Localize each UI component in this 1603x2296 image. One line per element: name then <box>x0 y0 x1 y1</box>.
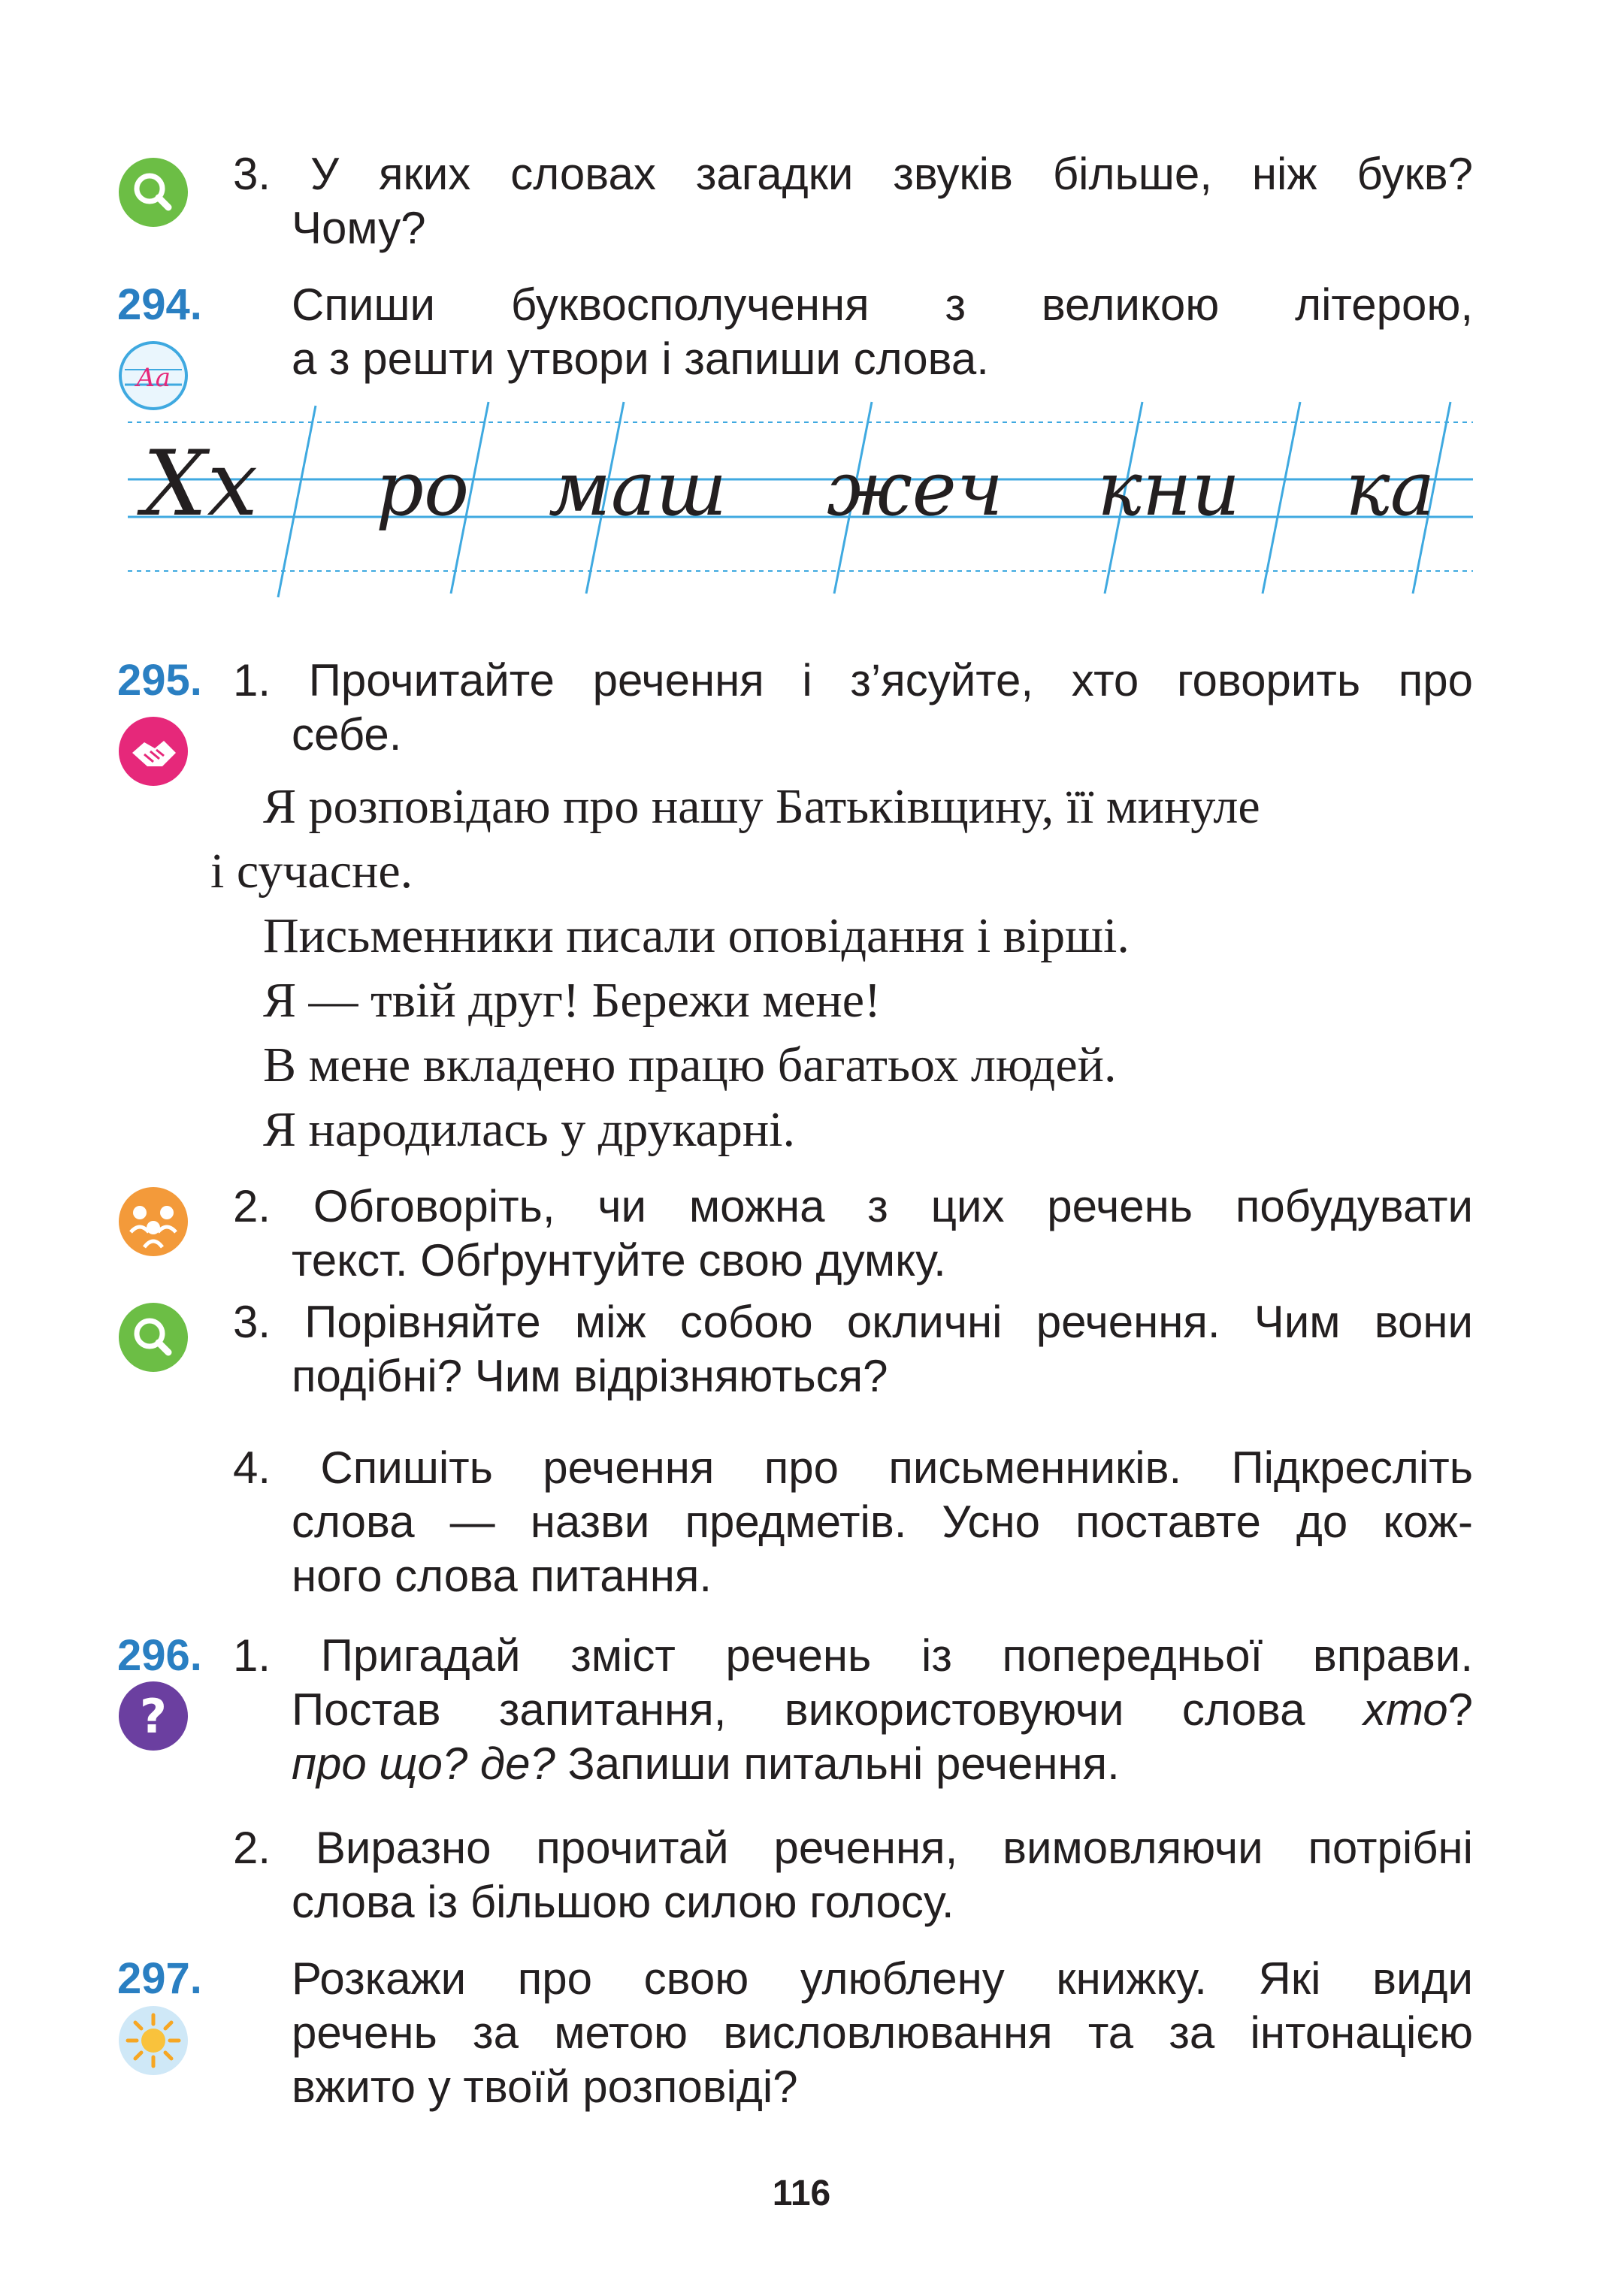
write-questions-text: Запиши питальні речення. <box>555 1739 1120 1789</box>
cursive-item-3: маш <box>549 445 727 533</box>
exercise-295-item-4-line-2: слова — назви предметів. Усно поставте до кож- <box>292 1497 1473 1547</box>
exercise-295-item-3-line-2: подібні? Чим відрізняються? <box>292 1351 888 1401</box>
svg-text:?: ? <box>140 1689 167 1744</box>
magnifier-icon <box>117 156 189 228</box>
exercise-296-item-1-line-3 <box>292 1737 1120 1791</box>
question-3-line-1: 3. У яких словах загадки звуків більше, ніж букв? <box>233 149 1473 199</box>
exercise-295-item-1-line-1: 1. Прочитайте речення і з’ясуйте, хто говорить про <box>233 655 1473 705</box>
sentence-5: Я народилась у друкарні. <box>263 1102 795 1157</box>
cursive-item-1: Хх <box>143 432 259 536</box>
page-number: 116 <box>772 2174 831 2213</box>
exercise-297-line-3: вжито у твоїй розповіді? <box>292 2062 798 2112</box>
svg-text:Аа: Аа <box>135 363 171 393</box>
cursive-item-2: ро <box>376 445 470 533</box>
question-words-italic: про що? де? <box>292 1739 555 1789</box>
question-words-text: Постав запитання, використовуючи слова <box>292 1684 1363 1735</box>
exercise-295-item-4-line-3: ного слова питання. <box>292 1551 712 1601</box>
exercise-295-item-4-line-1: 4. Спишіть речення про письменників. Підкресліть <box>233 1443 1473 1493</box>
exercise-295-item-2-line-1: 2. Обговоріть, чи можна з цих речень побудувати <box>233 1181 1473 1231</box>
sentence-1-line-2: і сучасне. <box>210 844 413 899</box>
cursive-item-5: кни <box>1097 445 1240 533</box>
sun-icon <box>117 2004 189 2077</box>
handwriting-sample <box>128 391 1473 616</box>
exercise-296-item-1-line-2 <box>292 1683 1473 1737</box>
question-icon <box>117 1680 189 1752</box>
question-mark: ? <box>1447 1684 1473 1735</box>
exercise-296-item-1-line-1: 1. Пригадай зміст речень із попередньої вправи. <box>233 1630 1473 1681</box>
exercise-295-item-3-line-1: 3. Порівняйте між собою окличні речення. Чим вони <box>233 1297 1473 1347</box>
group-discussion-icon <box>117 1186 189 1258</box>
question-3-line-2: Чому? <box>292 203 426 253</box>
exercise-297-line-2: речень за метою висловлювання та за інтонацією <box>292 2007 1473 2058</box>
exercise-number-294: 294. <box>117 280 202 329</box>
exercise-294-line-2: а з решти утвори і запиши слова. <box>292 334 989 384</box>
sentence-2: Письменники писали оповідання і вірші. <box>263 908 1130 963</box>
handshake-icon <box>117 715 189 787</box>
magnifier-icon <box>117 1301 189 1373</box>
sentence-4: В мене вкладено працю багатьох людей. <box>263 1038 1117 1092</box>
sentence-3: Я — твій друг! Бережи мене! <box>263 973 882 1028</box>
exercise-number-296: 296. <box>117 1631 202 1680</box>
exercise-number-295: 295. <box>117 656 202 705</box>
sentence-1-line-1: Я розповідаю про нашу Батьківщину, її минуле <box>263 779 1260 834</box>
exercise-295-item-1-line-2: себе. <box>292 709 402 760</box>
exercise-297-line-1: Розкажи про свою улюблену книжку. Які види <box>292 1953 1473 2004</box>
exercise-295-item-2-line-2: текст. Обґрунтуйте свою думку. <box>292 1235 946 1285</box>
exercise-294-line-1: Спиши буквосполучення з великою літерою, <box>292 279 1473 330</box>
exercise-number-297: 297. <box>117 1954 202 2003</box>
cursive-item-6: ка <box>1345 445 1435 533</box>
exercise-296-item-2-line-1: 2. Виразно прочитай речення, вимовляючи потрібні <box>233 1823 1473 1873</box>
question-word-who: хто <box>1363 1684 1448 1735</box>
exercise-296-item-2-line-2: слова із більшою силою голосу. <box>292 1877 954 1927</box>
cursive-item-4: жеч <box>827 445 1004 533</box>
